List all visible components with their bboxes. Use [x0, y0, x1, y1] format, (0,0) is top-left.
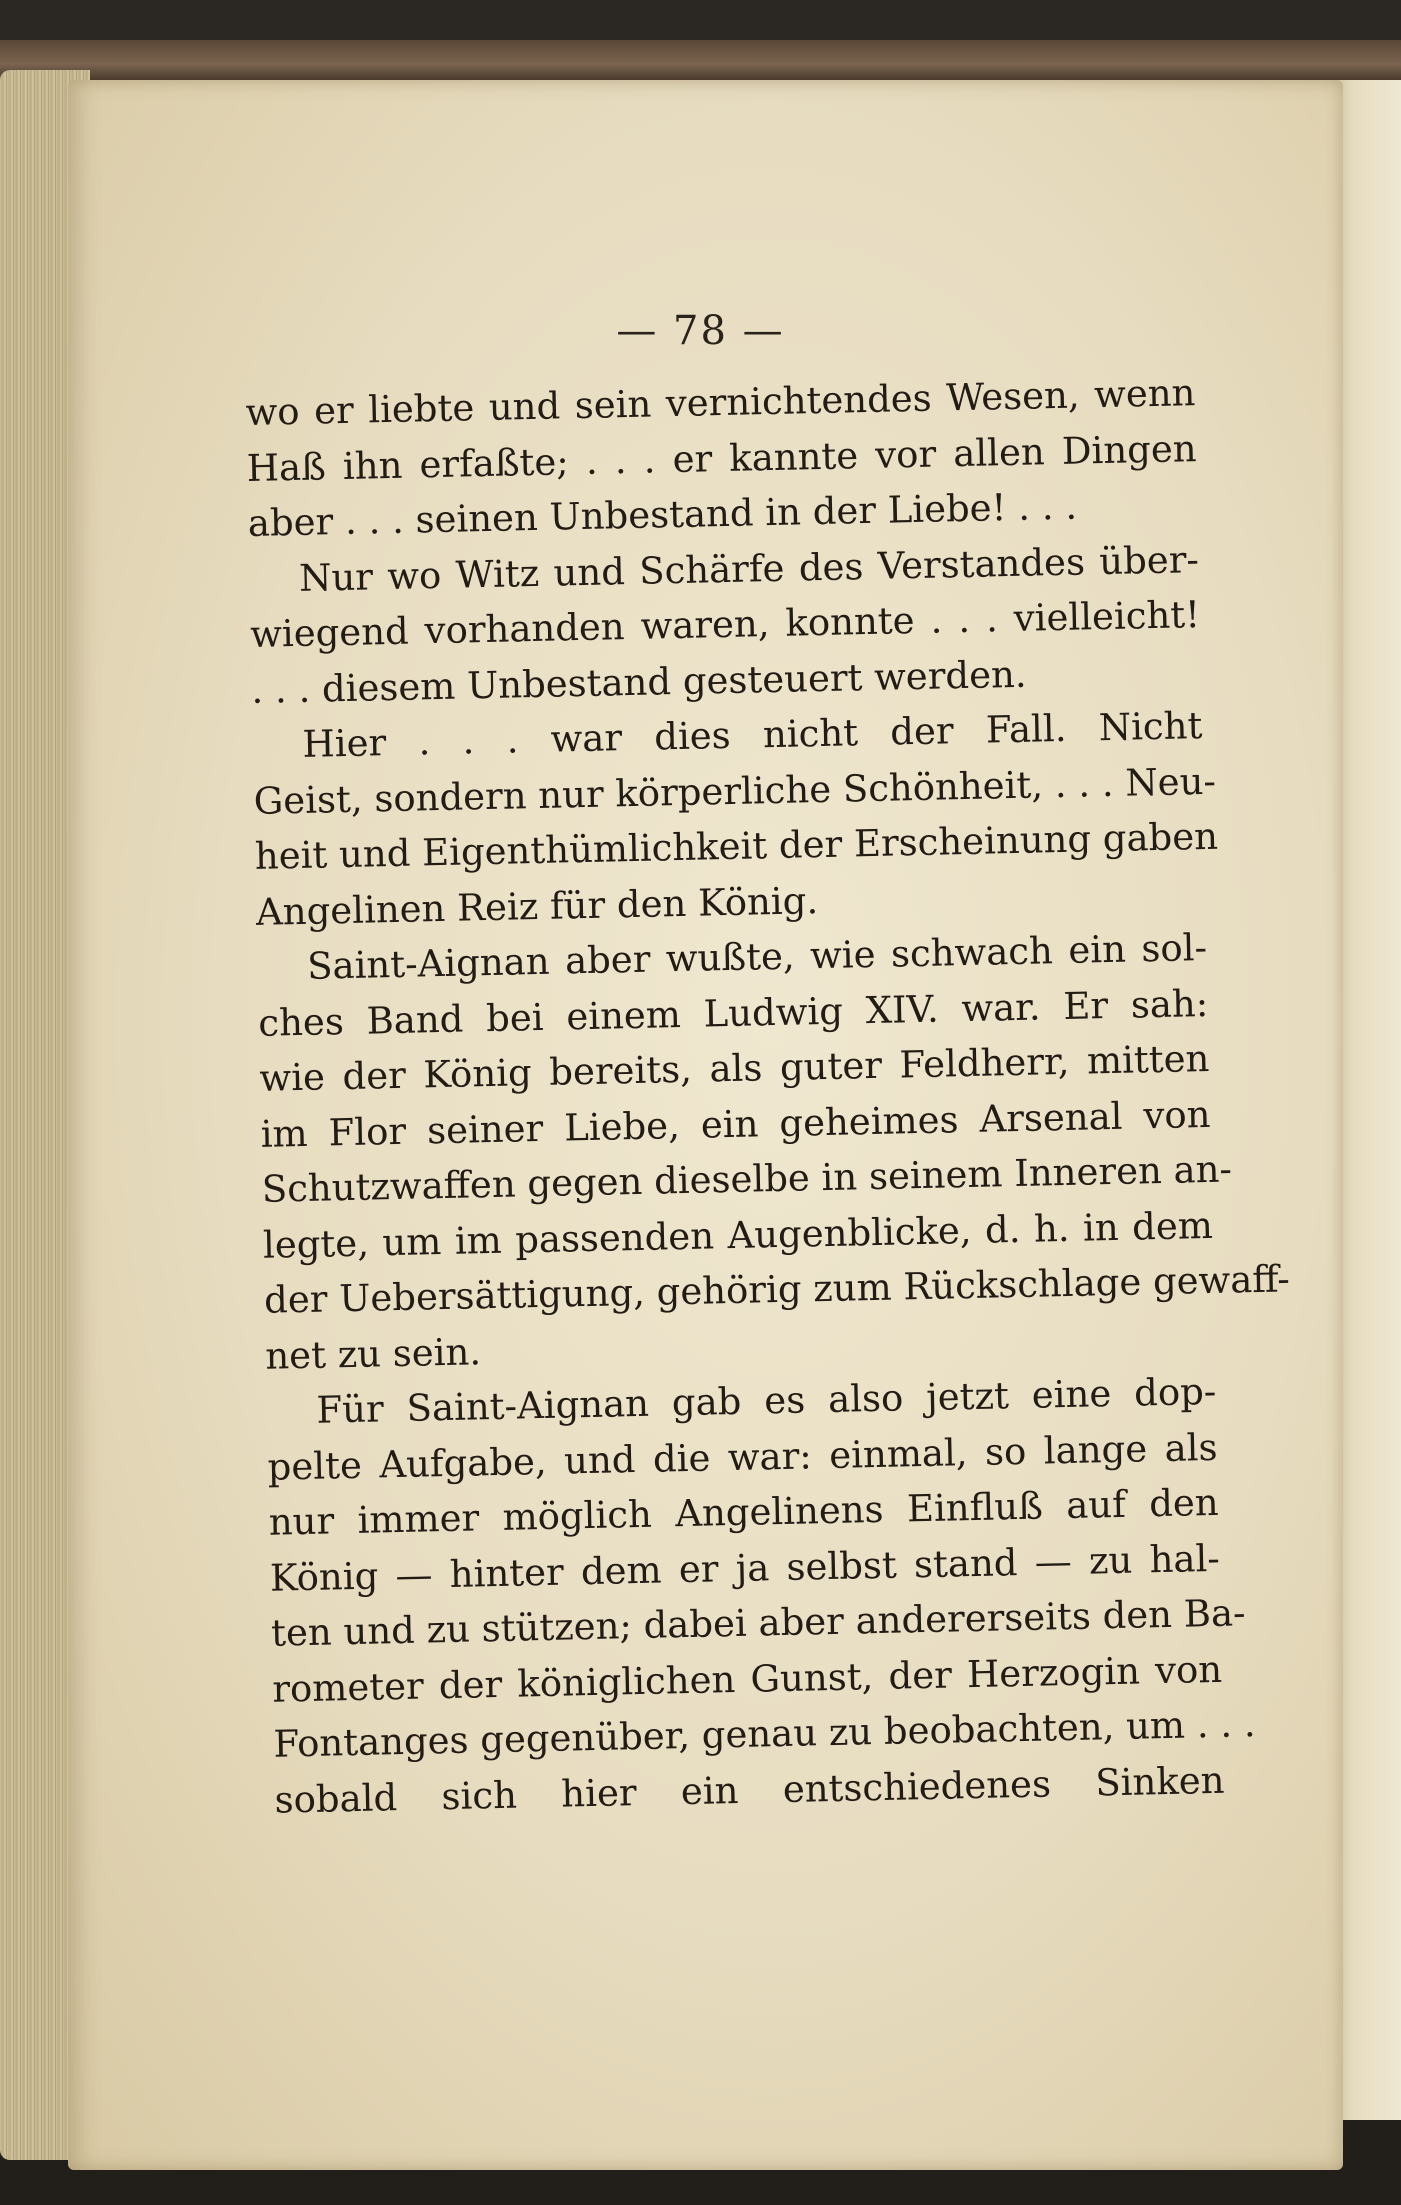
book-binding: [0, 40, 1401, 80]
text-line: König — hinter dem er ja selbst stand — zu hal-: [269, 1536, 1221, 1600]
text-line: im Flor seiner Liebe, ein geheimes Arsenal von: [260, 1092, 1211, 1156]
text-line: Schutzwaffen gegen dieselbe in seinem Inneren an-: [261, 1147, 1233, 1211]
text-line: Haß ihn erfaßte; . . . er kannte vor allen Dingen: [246, 426, 1197, 490]
text-line: nur immer möglich Angelinens Einfluß auf den: [268, 1480, 1220, 1544]
text-line: ches Band bei einem Ludwig XIV. war. Er sah:: [257, 981, 1209, 1045]
text-line: net zu sein.: [264, 1329, 482, 1378]
text-line: . . . diesem Unbestand gesteuert werden.: [250, 652, 1027, 712]
text-line: wiegend vorhanden waren, konnte . . . vielleicht!: [249, 593, 1201, 656]
page-number: — 78 —: [616, 308, 785, 354]
text-line: sobald sich hier ein entschiedenes Sinken: [274, 1758, 1225, 1822]
text-line: ten und zu stützen; dabei aber andererseits den Ba-: [270, 1591, 1246, 1655]
text-line: pelte Aufgabe, und die war: einmal, so lange als: [267, 1425, 1218, 1489]
text-line: Nur wo Witz und Schärfe des Verstandes über-: [298, 537, 1200, 600]
text-line: legte, um im passenden Augenblicke, d. h. in dem: [262, 1203, 1214, 1267]
text-line: Für Saint-Aignan gab es also jetzt eine dop-: [316, 1369, 1217, 1432]
text-line: heit und Eigenthümlichkeit der Erscheinung gaben: [254, 814, 1219, 878]
text-line: der Uebersättigung, gehörig zum Rückschlage gewaff-: [263, 1257, 1291, 1322]
text-line: wie der König bereits, als guter Feldherr, mitten: [259, 1036, 1210, 1100]
text-line: Hier . . . war dies nicht der Fall. Nicht: [302, 704, 1203, 766]
text-line: rometer der königlichen Gunst, der Herzogin von: [271, 1647, 1223, 1711]
text-line: aber . . . seinen Unbestand in der Liebe! . . .: [247, 484, 1078, 545]
text-line: Fontanges gegenüber, genau zu beobachten, um . . .: [273, 1702, 1257, 1766]
text-line: Geist, sondern nur körperliche Schönheit, . . . Neu-: [253, 759, 1217, 823]
text-line: Angelinen Reiz für den König.: [255, 878, 819, 934]
body-text: [245, 365, 1291, 1828]
text-line: wo er liebte und sein vernichtendes Wesen, wenn: [245, 371, 1196, 434]
text-line: Saint-Aignan aber wußte, wie schwach ein sol-: [306, 925, 1208, 988]
